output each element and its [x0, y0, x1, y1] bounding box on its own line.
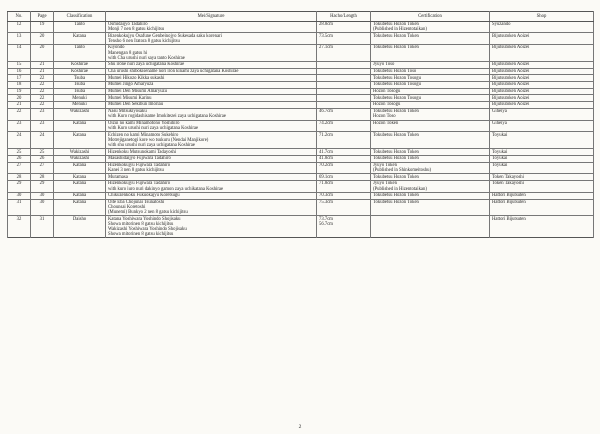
- table-row: [8, 199, 594, 216]
- cell-certification: Tokubetsu Hozon Token: [371, 132, 490, 149]
- cell-page: 27: [31, 162, 54, 174]
- cell-no: 19: [8, 88, 31, 95]
- cell-page: 28: [31, 174, 54, 181]
- table-row: [8, 68, 594, 75]
- cell-no: 14: [8, 45, 31, 62]
- cell-page: 22: [31, 95, 54, 102]
- cell-signature: Kiyondo Manengan 8 gatsu hi with Cha urushi nuri saya tanto Koshirae: [106, 45, 317, 62]
- cell-no: 18: [8, 82, 31, 89]
- header-no: No.: [8, 12, 31, 22]
- catalog-table: [7, 11, 594, 238]
- cell-signature: Masashidaijyo Fujiwara Tadahiro: [106, 155, 317, 162]
- table-row: [8, 95, 594, 102]
- cell-shop: Syuzando: [490, 21, 594, 33]
- cell-page: 23: [31, 108, 54, 120]
- cell-shop: Bijutsutoken Aoizei: [490, 75, 594, 82]
- cell-shop: Hattori Bijutsuten: [490, 216, 594, 238]
- cell-shop: Hattori Bijutsuten: [490, 192, 594, 199]
- cell-page: 22: [31, 88, 54, 95]
- table-body: [8, 21, 594, 238]
- cell-classification: Tsuba: [54, 82, 106, 89]
- cell-classification: Daisho: [54, 216, 106, 238]
- header-shop: Shop: [490, 12, 594, 22]
- cell-classification: Tanto: [54, 21, 106, 33]
- cell-signature: Hizenkoku Mutsunokami Tadayoshi: [106, 149, 317, 156]
- cell-certification: Tokubetsu Hozon Token Hozon Toso: [371, 108, 490, 120]
- cell-length: 71.8cm: [317, 181, 371, 193]
- cell-classification: Katana: [54, 162, 106, 174]
- cell-length: 28.8cm: [317, 21, 371, 33]
- cell-length: 46.7cm: [317, 108, 371, 120]
- header-signature: Mei/Signature: [106, 12, 317, 22]
- cell-page: 22: [31, 102, 54, 109]
- table-row: [8, 88, 594, 95]
- cell-certification: Tokubetsu Hozon Toso: [371, 68, 490, 75]
- cell-length: 75.3cm: [317, 199, 371, 216]
- table-row: [8, 108, 594, 120]
- cell-signature: Bizenkokujyu Osafune Genbeinojyo Sukesada saku korenari Tensho 6 nen Iratora 8 gatsu kichijitsu: [106, 33, 317, 45]
- cell-signature: Nasu Mitsukiyosaku with Kuro rogidashisame Imokitezei zaya uchigatana Koshirae: [106, 108, 317, 120]
- cell-certification: Tokubetsu Hozon Token: [371, 155, 490, 162]
- cell-shop: Toyukai: [490, 132, 594, 149]
- cell-page: 22: [31, 82, 54, 89]
- cell-page: 21: [31, 62, 54, 69]
- cell-page: 29: [31, 181, 54, 193]
- cell-no: 26: [8, 155, 31, 162]
- cell-length: [317, 82, 371, 89]
- cell-certification: Hozon Token: [371, 120, 490, 132]
- table-row: [8, 174, 594, 181]
- cell-length: [317, 88, 371, 95]
- cell-classification: Katana: [54, 181, 106, 193]
- cell-signature: Muramasa: [106, 174, 317, 181]
- table-row: [8, 132, 594, 149]
- cell-classification: Katana: [54, 199, 106, 216]
- cell-certification: Tokubetsu Hozon Token: [371, 199, 490, 216]
- cell-length: [317, 95, 371, 102]
- cell-no: 20: [8, 95, 31, 102]
- cell-no: 16: [8, 68, 31, 75]
- cell-signature: Chikuzenkoku Fukuokajyu Koretsugu: [106, 192, 317, 199]
- cell-page: 24: [31, 132, 54, 149]
- header-row: [8, 12, 594, 22]
- cell-shop: Giheiya: [490, 120, 594, 132]
- cell-length: 70.3cm: [317, 192, 371, 199]
- cell-page: 23: [31, 120, 54, 132]
- cell-signature: Echizen no kami Minamoto Sukehiro Motrejiganetogi kore wo tsukuru (Nendai Manjikore) with shu urushi nuri zaya uchigatana Koshirae: [106, 132, 317, 149]
- table-row: [8, 33, 594, 45]
- cell-no: 21: [8, 102, 31, 109]
- page-number: 2: [298, 424, 302, 430]
- cell-length: [317, 75, 371, 82]
- cell-certification: Hozon Tosogu: [371, 88, 490, 95]
- cell-shop: Toyukai: [490, 155, 594, 162]
- cell-length: 41.7cm: [317, 149, 371, 156]
- cell-certification: Jyuyo Token (Published in Shinkomeitoshu): [371, 162, 490, 174]
- cell-length: 69.1cm: [317, 174, 371, 181]
- cell-length: 41.8cm: [317, 155, 371, 162]
- cell-shop: Bijutsutoken Aoizei: [490, 82, 594, 89]
- cell-page: 20: [31, 45, 54, 62]
- cell-no: 17: [8, 75, 31, 82]
- table-header: [8, 12, 594, 22]
- cell-signature: Mumei Den Sekibun Imoriau: [106, 102, 317, 109]
- cell-no: 13: [8, 33, 31, 45]
- cell-classification: Tanto: [54, 45, 106, 62]
- table-row: [8, 120, 594, 132]
- table-row: [8, 162, 594, 174]
- cell-certification: Tokubetsu Hozon Token: [371, 174, 490, 181]
- cell-no: 22: [8, 108, 31, 120]
- cell-classification: Menuki: [54, 95, 106, 102]
- cell-page: 22: [31, 75, 54, 82]
- cell-no: 23: [8, 120, 31, 132]
- cell-no: 30: [8, 192, 31, 199]
- cell-classification: Katana: [54, 132, 106, 149]
- cell-page: 26: [31, 155, 54, 162]
- cell-no: 24: [8, 132, 31, 149]
- cell-shop: Token Takayoshi: [490, 181, 594, 193]
- cell-classification: Menuki: [54, 102, 106, 109]
- cell-length: 70.2cm: [317, 162, 371, 174]
- table-row: [8, 216, 594, 238]
- cell-page: 31: [31, 216, 54, 238]
- cell-page: 25: [31, 149, 54, 156]
- cell-page: 21: [31, 68, 54, 75]
- cell-certification: Tokubetsu Hozon Token (Published in Hizentotaikan): [371, 21, 490, 33]
- cell-page: 20: [31, 33, 54, 45]
- cell-classification: Koshirae: [54, 62, 106, 69]
- cell-no: 12: [8, 21, 31, 33]
- cell-classification: Tsuba: [54, 88, 106, 95]
- cell-classification: Katana: [54, 192, 106, 199]
- cell-signature: Hizenkokujyu Fujiwara Tadahiro with kuro iuro nuri dakinyo gamon zaya uchikatana Koshirae: [106, 181, 317, 193]
- header-length: Hacho/Length: [317, 12, 371, 22]
- cell-length: [317, 68, 371, 75]
- table-row: [8, 155, 594, 162]
- cell-signature: Hizenkokujyu Fujiwara Tadahiro Kanei 3 nen 8 gatsu kichijitsu: [106, 162, 317, 174]
- table-row: [8, 149, 594, 156]
- cell-certification: Tokubetsu Hozon Tosogu: [371, 95, 490, 102]
- table-row: [8, 75, 594, 82]
- cell-certification: Tokubetsu Hozon Tosogu: [371, 82, 490, 89]
- cell-classification: Katana: [54, 33, 106, 45]
- cell-length: 71.2cm: [317, 132, 371, 149]
- cell-classification: Tsuba: [54, 75, 106, 82]
- table-row: [8, 102, 594, 109]
- cell-certification: Tokubetsu Hozon Token: [371, 149, 490, 156]
- cell-signature: Mumei Den Misumi Amaryuzu: [106, 88, 317, 95]
- cell-classification: Katana: [54, 120, 106, 132]
- cell-certification: Tokubetsu Hozon Token: [371, 45, 490, 62]
- cell-no: 15: [8, 62, 31, 69]
- cell-classification: Wakizashi: [54, 149, 106, 156]
- cell-shop: Bijutsutoken Aoizei: [490, 88, 594, 95]
- cell-shop: Bijutsutoken Aoizei: [490, 95, 594, 102]
- table-row: [8, 181, 594, 193]
- cell-no: 31: [8, 199, 31, 216]
- cell-length: [317, 102, 371, 109]
- cell-shop: Bijutsutoken Aoizei: [490, 33, 594, 45]
- cell-page: 19: [31, 21, 54, 33]
- cell-no: 28: [8, 174, 31, 181]
- cell-page: 30: [31, 199, 54, 216]
- cell-signature: Oite Eba Chojunai Tsunatoshi Chounsai Koretoshi (Munemi) Bunkyo 2 nen 8 gatsu kichijitsu: [106, 199, 317, 216]
- cell-length: 27.1cm: [317, 45, 371, 62]
- cell-shop: Bijutsutoken Aoizei: [490, 102, 594, 109]
- cell-shop: Bijutsutoken Aoizei: [490, 45, 594, 62]
- table-row: [8, 62, 594, 69]
- cell-certification: Tokubetsu Hozon Token: [371, 192, 490, 199]
- cell-classification: Wakizashi: [54, 155, 106, 162]
- cell-shop: Toyukai: [490, 149, 594, 156]
- cell-certification: Jyuyo Toso: [371, 62, 490, 69]
- cell-length: [317, 62, 371, 69]
- cell-certification: [371, 216, 490, 238]
- cell-classification: Wakizashi: [54, 108, 106, 120]
- cell-length: 74.2cm: [317, 120, 371, 132]
- cell-length: 73.5cm: [317, 33, 371, 45]
- header-classification: Classification: [54, 12, 106, 22]
- cell-signature: Mumei Jingo Amaryuza: [106, 82, 317, 89]
- cell-no: 29: [8, 181, 31, 193]
- cell-shop: Giheiya: [490, 108, 594, 120]
- cell-shop: Toyukai: [490, 162, 594, 174]
- cell-page: 30: [31, 192, 54, 199]
- cell-signature: Mumei Hikozo Kikka sukashi: [106, 75, 317, 82]
- cell-certification: Hozon Tosogu: [371, 102, 490, 109]
- cell-no: 27: [8, 162, 31, 174]
- cell-shop: Bijutsutoken Aoizei: [490, 62, 594, 69]
- cell-no: 25: [8, 149, 31, 156]
- cell-signature: Oizui no kami Minamotono Yoshihiro with Kuro urushi nuri zaya uchigatana Koshirae: [106, 120, 317, 132]
- cell-no: 32: [8, 216, 31, 238]
- cell-signature: Mumei Misumi Karinu: [106, 95, 317, 102]
- cell-shop: Hattori Bijutsuten: [490, 199, 594, 216]
- cell-shop: Token Takayoshi: [490, 174, 594, 181]
- header-page: Page: [31, 12, 54, 22]
- cell-classification: Katana: [54, 174, 106, 181]
- table-row: [8, 21, 594, 33]
- table-row: [8, 45, 594, 62]
- cell-classification: Koshirae: [54, 68, 106, 75]
- cell-certification: Jyuyo Token (Published in Hizentotaikan): [371, 181, 490, 193]
- cell-length: 73.7cm 56.7cm: [317, 216, 371, 238]
- cell-shop: Bijutsutoken Aoizei: [490, 68, 594, 75]
- cell-certification: Tokubetsu Hozon Tosogu: [371, 75, 490, 82]
- header-certification: Certification: [371, 12, 490, 22]
- cell-signature: Shu irone nuri zaya uchigatana Koshirae: [106, 62, 317, 69]
- table-row: [8, 82, 594, 89]
- cell-signature: Osmidaijyo Tadahiro Monji 7 nen 8 gatsu kichijitsu: [106, 21, 317, 33]
- table-row: [8, 192, 594, 199]
- cell-certification: Tokubetsu Hozon Token: [371, 33, 490, 45]
- cell-signature: Cha urushi shibokisename nori iron kinami zaya uchigatana Koshirae: [106, 68, 317, 75]
- cell-signature: Katana Yoshiwara Yoshindo Shojisaku Showa mitorinen 8 gatsu kichijitsu Wakizashi Yoshiwara Yoshindo Shojisaku Showa mitorinen 8 gatsu kichijitsu: [106, 216, 317, 238]
